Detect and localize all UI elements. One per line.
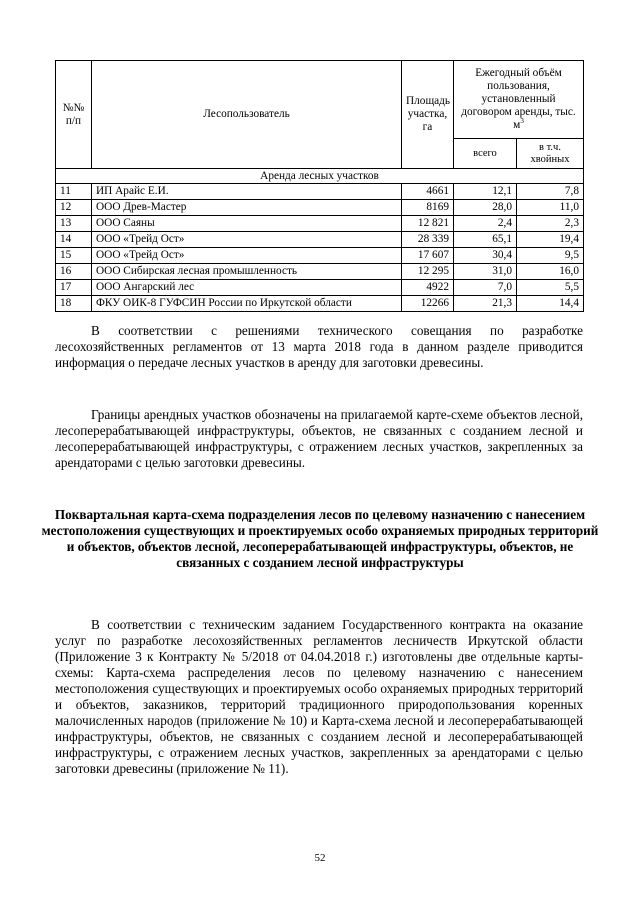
header-num: №№ п/п [56, 61, 92, 169]
paragraph-lease-boundaries: Границы арендных участков обозначены на прилагаемой карте-схеме объектов лесной, лесоперерабатывающей инфраструктуры, объектов, не связанных с созданием лесной и лесоперерабатывающей инфраструктуры, с отражением лесных участков, закрепленных за арендаторами с целью заготовки древесины. [55, 407, 583, 470]
header-volume-sup: 3 [520, 117, 524, 126]
cell-conifer: 9,5 [517, 248, 584, 264]
cell-area: 4661 [402, 184, 454, 200]
cell-user: ООО «Трейд Ост» [92, 232, 402, 248]
paragraph-technical-assignment: В соответствии с техническим заданием Государственного контракта на оказание услуг по разработке лесохозяйственных регламентов лесничеств Иркутской области (Приложение 3 к Контракту № 5/2018 от 04.04.2018 г.) изготовлены две отдельные карты-схемы: Карта-схема распределения лесов по целевому назначению с нанесением местоположения существующих и проектируемых особо охраняемых природных территорий и объектов, заказников, территорий традиционного природопользования коренных малочисленных народов (приложение № 10) и Карта-схема лесной и лесоперерабатывающей инфраструктуры, объектов, не связанных с созданием лесной и лесоперерабатывающей инфраструктуры, с отражением лесных участков, закрепленных за арендаторами с целью заготовки древесины (приложение № 11). [55, 617, 583, 776]
cell-total: 30,4 [454, 248, 517, 264]
table-row [56, 264, 584, 280]
cell-num: 12 [56, 200, 92, 216]
cell-num: 16 [56, 264, 92, 280]
cell-total: 65,1 [454, 232, 517, 248]
paragraph-technical-meeting: В соответствии с решениями технического совещания по разработке лесохозяйственных регламентов от 13 марта 2018 года в данном разделе приводится информация о передаче лесных участков в аренду для заготовки древесины. [55, 323, 583, 370]
table-row [56, 248, 584, 264]
table-header-row [56, 61, 584, 139]
table-row [56, 200, 584, 216]
cell-conifer: 7,8 [517, 184, 584, 200]
section-label: Аренда лесных участков [56, 169, 584, 184]
table-row [56, 280, 584, 296]
table-row [56, 184, 584, 200]
page-number: 52 [314, 852, 326, 864]
cell-area: 17 607 [402, 248, 454, 264]
cell-total: 2,4 [454, 216, 517, 232]
cell-user: ФКУ ОИК-8 ГУФСИН России по Иркутской области [92, 296, 402, 312]
cell-user: ООО Сибирская лесная промышленность [92, 264, 402, 280]
cell-num: 11 [56, 184, 92, 200]
lease-table [55, 60, 584, 312]
cell-area: 4922 [402, 280, 454, 296]
cell-user: ООО Древ-Мастер [92, 200, 402, 216]
cell-conifer: 16,0 [517, 264, 584, 280]
cell-user: ООО Саяны [92, 216, 402, 232]
cell-area: 12266 [402, 296, 454, 312]
table-row [56, 232, 584, 248]
table-row [56, 216, 584, 232]
section-heading: Поквартальная карта-схема подразделения лесов по целевому назначению с нанесением местоположения существующих и проектируемых особо охраняемых природных территорий и объектов, объектов лесной, лесоперерабатывающей инфраструктуры, объектов, не связанных с созданием лесной инфраструктуры [41, 507, 599, 570]
cell-total: 28,0 [454, 200, 517, 216]
cell-total: 31,0 [454, 264, 517, 280]
cell-num: 15 [56, 248, 92, 264]
cell-conifer: 19,4 [517, 232, 584, 248]
cell-area: 12 295 [402, 264, 454, 280]
cell-user: ООО Ангарский лес [92, 280, 402, 296]
cell-total: 7,0 [454, 280, 517, 296]
header-total: всего [454, 139, 517, 169]
cell-total: 12,1 [454, 184, 517, 200]
table-section-row [56, 169, 584, 184]
cell-user: ООО «Трейд Ост» [92, 248, 402, 264]
header-area: Площадь участка, га [402, 61, 454, 169]
cell-conifer: 11,0 [517, 200, 584, 216]
header-user: Лесопользователь [92, 61, 402, 169]
cell-num: 17 [56, 280, 92, 296]
header-volume [454, 61, 584, 139]
cell-num: 14 [56, 232, 92, 248]
cell-num: 18 [56, 296, 92, 312]
cell-conifer: 14,4 [517, 296, 584, 312]
cell-area: 8169 [402, 200, 454, 216]
cell-conifer: 2,3 [517, 216, 584, 232]
cell-area: 12 821 [402, 216, 454, 232]
header-conifer: в т.ч. хвойных [517, 139, 584, 169]
cell-conifer: 5,5 [517, 280, 584, 296]
cell-total: 21,3 [454, 296, 517, 312]
cell-area: 28 339 [402, 232, 454, 248]
cell-num: 13 [56, 216, 92, 232]
header-volume-text: Ежегодный объём пользования, установленный договором аренды, тыс. м [461, 67, 576, 131]
table-row [56, 296, 584, 312]
cell-user: ИП Арайс Е.И. [92, 184, 402, 200]
